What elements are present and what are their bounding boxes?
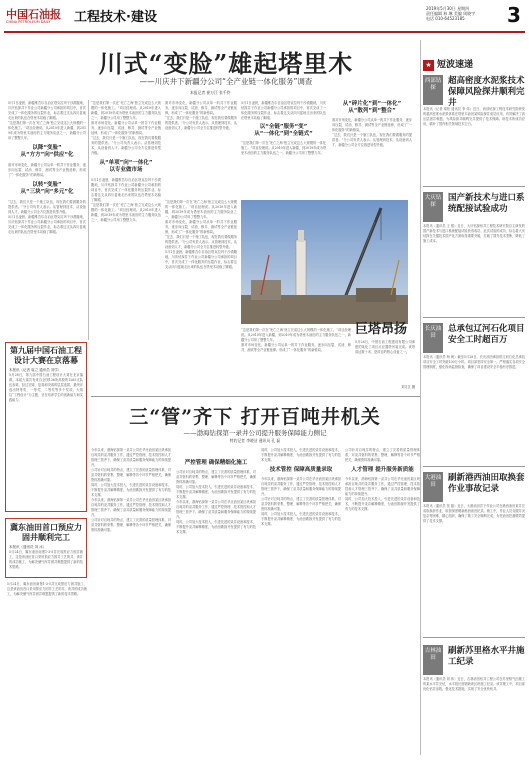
news-box-body-continued: 5月24日，冀东油田南堡1-3-5井完成预应力固井施工，这是该油田首口采用预应力固井工艺的井。该井的成功施工，为解决储气库井固井难题提供了新的技术思路。 (7, 582, 87, 596)
top-story-para: 5月1日凌晨，新疆维吾尔自治区塔克拉玛干沙漠腹地，川庆钻探井下作业公司新疆分公司承担的项目中，首次完成了一体化服务的压裂作业，标志着这支从四川盆地走出来的队伍在塔里木站稳了脚跟。 (8, 101, 86, 120)
news-box-body: 5月28日，第九届中国石油工程设计大赛在北京落幕。本届大赛共有来自全国136所高校的1265支队伍参赛，经过初赛、复赛和决赛的层层选拔，最终评选出特等奖、一等奖、二等奖等多个奖项。大赛以“工程设计”为主题，旨在培养学生的创新能力和实践能力。 (9, 373, 83, 402)
newspaper-logo-en: CHINA PETROLEUM DAILY (6, 20, 51, 24)
news-box-design-contest (5, 342, 87, 512)
bottom-story-subhead: 人才管理 提升服务新质能 (351, 467, 414, 473)
top-story-subhead: 以降“变脸” 从“方方”向“供应“化 (20, 145, 74, 158)
bottom-story-para: 同时，公司加大技术投入，引进先进的录井设备和技术，不断提升录井解释精度，为油田勘探开发提供了有力的技术支撑。 (176, 485, 256, 499)
short-news-header-label: 短波速递 (437, 60, 474, 70)
top-story-para: “过去，我们只是一个施工队伍，现在我们要做服务的提供者。”分公司负责人表示。从管理到技术，从设备到人才，新疆分公司全方位推进转型升级。 (91, 136, 161, 155)
bottom-story-para: 今年以来，渤海钻探第一录井公司在华北油田某区块承担百吨井的录井服务工作，通过严控管理、技术管控和人才管理三管齐下，确保了录井质量和服务保障能力的持续提升。 (261, 477, 341, 496)
top-story-para: 面对市场变化，新疆分公司从单一的井下作业服务，逐步向压裂、试油、修井、测试等全产业链延伸，形成了“一体化服务”的新格局。 (332, 118, 412, 132)
bottom-story-para: 同时，公司加大技术投入，引进先进的录井设备和技术，不断提升录井解释精度，为油田勘探开发提供了有力的技术支撑。 (345, 497, 420, 511)
top-story-para: 面对市场变化，新疆分公司从单一的井下作业服务，逐步向压裂、试油、修井、测试等全产业链延伸，形成了“一体化服务”的新格局。 (8, 163, 86, 177)
top-story-para: “这是我们第一次在‘死亡之海’独立完成这么大规模的一体化施工。”项目经理说。从2010年进入新疆，到2019年成为塔里木油田的主力服务队伍之一，新疆分公司用了整整九年。 (91, 203, 161, 222)
bottom-story-column-3 (261, 448, 341, 754)
photo-credit: 刘义江 摄 (401, 385, 415, 389)
short-news-body: 本报讯（通讯员 刘 伟）近日，吉林油田钻井工程公司在苏里格气田施工的某水平井完钻，水平段长度刷新该区块施工纪录。该井施工中，项目部优化钻井参数，强化技术措施，实现了安全优快钻井。 (423, 677, 525, 691)
short-news-tag (423, 323, 443, 353)
top-story-para: 5月1日凌晨，新疆维吾尔自治区塔克拉玛干沙漠腹地，川庆钻探井下作业公司新疆分公司承担的项目中，首次完成了一体化服务的压裂作业，标志着这支从四川盆地走出来的队伍在塔里木站稳了脚跟。 (8, 215, 86, 234)
top-story-para: 面对市场变化，新疆分公司从单一的井下作业服务，逐步向压裂、试油、修井、测试等全产业链延伸，形成了“一体化服务”的新格局。 (241, 343, 351, 352)
short-news-separator (423, 466, 525, 467)
bottom-story-para: 同时，公司加大技术投入，引进先进的录井设备和技术，不断提升录井解释精度，为油田勘探开发提供了有力的技术支撑。 (91, 483, 171, 497)
photo-caption-title: 巨塔昂扬 (355, 322, 408, 337)
short-news-title: 总承包辽河石化项目安全工时超百万 (448, 324, 525, 345)
top-story-column-3-lower (165, 200, 237, 390)
top-story-para: 面对市场变化，新疆分公司从单一的井下作业服务，逐步向压裂、试油、修井、测试等全产业链延伸，形成了“一体化服务”的新格局。 (165, 101, 237, 115)
bottom-story-para: 公司针对百吨井的特点，建立了完善的质量管理体系，对录井资料的采集、整理、解释等各个环节严格把关，确保资料准确可靠。 (91, 518, 171, 532)
newspaper-logo: 中国石油报 (6, 8, 61, 21)
short-news-tag-label: 大庆钻探 (424, 195, 442, 208)
top-story-byline: 本报记者 崔万江 张千伶 (190, 90, 231, 95)
bottom-story-para: 公司针对百吨井的特点，建立了完善的质量管理体系，对录井资料的采集、整理、解释等各个环节严格把关，确保资料准确可靠。 (345, 448, 420, 462)
top-story-para: “过去，我们只是一个施工队伍，现在我们要做服务的提供者。”分公司负责人表示。从管理到技术，从设备到人才，新疆分公司全方位推进转型升级。 (8, 200, 86, 214)
section-title: 工程技术·建设 (74, 10, 157, 25)
bottom-story-subhead: 技术管控 保障高质量录取 (269, 467, 333, 473)
bottom-story-column-1 (91, 448, 171, 754)
phone-line: 电话 010-64523185 (426, 16, 465, 22)
top-story-para: “这是我们第一次在‘死亡之海’独立完成这么大规模的一体化施工。”项目经理说。从2010年进入新疆，到2019年成为塔里木油田的主力服务队伍之一，新疆分公司用了整整九年。 (241, 328, 351, 342)
top-story-para: “过去，我们只是一个施工队伍，现在我们要做服务的提供者。”分公司负责人表示。从管理到技术，从设备到人才，新疆分公司全方位推进转型升级。 (165, 116, 237, 130)
short-news-tag (423, 75, 443, 105)
bottom-story-para: 今年以来，渤海钻探第一录井公司在华北油田某区块承担百吨井的录井服务工作，通过严控管理、技术管控和人才管理三管齐下，确保了录井质量和服务保障能力的持续提升。 (345, 477, 420, 496)
short-news-separator (423, 637, 525, 638)
issue-date: 2019年5月30日 星期四 (426, 6, 470, 11)
news-box-title: 第九届中国石油工程设计大赛在京落幕 (10, 346, 82, 365)
top-story-title: 川式“变脸”雄起塔里木 (98, 49, 354, 78)
bottom-story-byline: 特约记者 李晓洁 通讯员 孔 磊 (229, 438, 281, 443)
top-story-column-4 (241, 101, 326, 196)
top-story-para: 面对市场变化，新疆分公司从单一的井下作业服务，逐步向压裂、试油、修井、测试等全产业链延伸，形成了“一体化服务”的新格局。 (91, 121, 161, 135)
news-box-body: 5月24日，冀东油田南堡1-3-5井完成预应力固井施工，这是该油田首口采用预应力固井工艺的井。该井的成功施工，为解决储气库井固井难题提供了新的技术思路。 (9, 550, 83, 569)
crane-photo-illustration (241, 200, 408, 324)
bottom-story-subhead: 严控管理 确保精细化施工 (184, 460, 248, 466)
column-divider (420, 40, 421, 755)
top-story-column-4-lower (241, 328, 351, 390)
short-news-tag-label: 西部钻探 (424, 78, 442, 91)
news-box-byline: 本报讯（通讯员 刘 冰） (9, 545, 47, 549)
short-news-title: 国产新技术与进口系统配接试验成功 (448, 193, 525, 214)
short-news-tag-label: 吉林油田 (424, 648, 442, 661)
masthead (4, 3, 525, 33)
short-news-tag-label: 大港油田 (424, 475, 442, 488)
editor-line: 责任编辑 林 琳 美编 周晓宇 (426, 11, 476, 17)
bottom-story-title: 三“管”齐下 打开百吨井机关 (129, 406, 381, 428)
short-news-tag (423, 192, 443, 222)
bottom-story-column-2 (176, 448, 256, 754)
top-story-para: “这是我们第一次在‘死亡之海’独立完成这么大规模的一体化施工。”项目经理说。从2010年进入新疆，到2019年成为塔里木油田的主力服务队伍之一，新疆分公司用了整整九年。 (91, 101, 161, 120)
bottom-story-para: 公司针对百吨井的特点，建立了完善的质量管理体系，对录井资料的采集、整理、解释等各个环节严格把关，确保资料准确可靠。 (261, 497, 341, 511)
bottom-story-para: 今年以来，渤海钻探第一录井公司在华北油田某区块承担百吨井的录井服务工作，通过严控管理、技术管控和人才管理三管齐下，确保了录井质量和服务保障能力的持续提升。 (91, 498, 171, 517)
top-story-subhead: 以转“变脸” 从“三块”向“多元”化 (20, 182, 74, 195)
top-story-para: 5月1日凌晨，新疆维吾尔自治区塔克拉玛干沙漠腹地，川庆钻探井下作业公司新疆分公司承担的项目中，首次完成了一体化服务的压裂作业，标志着这支从四川盆地走出来的队伍在塔里木站稳了脚跟。 (91, 178, 161, 202)
top-story-subtitle: ——川庆井下新疆分公司“全产业链一体化服务”调查 (139, 77, 313, 86)
bottom-story-para: 公司针对百吨井的特点，建立了完善的质量管理体系，对录井资料的采集、整理、解释等各个环节严格把关，确保资料准确可靠。 (176, 470, 256, 484)
top-story-para: “这是我们第一次在‘死亡之海’独立完成这么大规模的一体化施工。”项目经理说。从2010年进入新疆，到2019年成为塔里木油田的主力服务队伍之一，新疆分公司用了整整九年。 (165, 200, 237, 219)
top-story-subhead: 从“碎片化”到“一体化” 从“散列”到“整合” (342, 101, 402, 114)
column-divider (88, 100, 89, 340)
section-divider (91, 396, 421, 397)
short-news-tag (423, 472, 443, 502)
top-story-subhead: 以“全链”服务“变” 从“一体化”到“全链式” (254, 124, 313, 137)
top-story-subhead: 从“单项”向“一体化” 以专业做市场 (99, 160, 153, 173)
short-news-body: 本报讯（通讯员 张 磊）近日，大港油田井下作业公司在港西油田某井完成取换套作业，取套深度刷新港西油田纪录。施工中，作业人员克服井况复杂等困难，精心组织，确保了施工安全顺利完成，为老油田挖潜增效提供了技术支撑。 (423, 504, 525, 523)
photo-caption-block (355, 318, 415, 393)
bottom-story-para: 同时，公司加大技术投入，引进先进的录井设备和技术，不断提升录井解释精度，为油田勘探开发提供了有力的技术支撑。 (176, 520, 256, 534)
short-news-separator (423, 317, 525, 318)
bottom-story-para: 同时，公司加大技术投入，引进先进的录井设备和技术，不断提升录井解释精度，为油田勘探开发提供了有力的技术支撑。 (261, 512, 341, 526)
short-news-body: 本报讯（通讯员 王 强）近日，大庆钻探钻井工程技术研究院自主研发的国产新技术与进口系统配接试验获得成功。此次试验的成功，标志着大庆钻探在关键技术国产化方面取得重要突破，打破了国外技术垄断，降低了施工成本。 (423, 224, 525, 243)
short-news-title: 超高密度水泥浆技术保障风险探井顺利完井 (448, 76, 525, 108)
news-photo (241, 200, 408, 324)
bottom-story-column-4 (345, 448, 420, 754)
news-box-byline: 本报讯（记者 崔立 通讯员 刘学） (9, 368, 62, 372)
top-story-para: “这是我们第一次在‘死亡之海’独立完成这么大规模的一体化施工。”项目经理说。从2010年进入新疆，到2019年成为塔里木油田的主力服务队伍之一，新疆分公司用了整整九年。 (8, 121, 86, 140)
short-news-header (423, 60, 523, 71)
bottom-story-para: 同时，公司加大技术投入，引进先进的录井设备和技术，不断提升录井解释精度，为油田勘探开发提供了有力的技术支撑。 (261, 448, 341, 462)
top-story-para: 面对市场变化，新疆分公司从单一的井下作业服务，逐步向压裂、试油、修井、测试等全产业链延伸，形成了“一体化服务”的新格局。 (165, 220, 237, 234)
short-news-tag-label: 长庆油田 (424, 326, 442, 339)
short-news-title: 刷新港西油田取换套作业事故记录 (448, 473, 525, 494)
top-story-para: 5月1日凌晨，新疆维吾尔自治区塔克拉玛干沙漠腹地，川庆钻探井下作业公司新疆分公司承担的项目中，首次完成了一体化服务的压裂作业，标志着这支从四川盆地走出来的队伍在塔里木站稳了脚跟。 (241, 101, 326, 120)
short-news-tag (423, 645, 443, 675)
short-news-separator (423, 186, 525, 187)
top-story-para: 5月1日凌晨，新疆维吾尔自治区塔克拉玛干沙漠腹地，川庆钻探井下作业公司新疆分公司承担的项目中，首次完成了一体化服务的压裂作业，标志着这支从四川盆地走出来的队伍在塔里木站稳了脚跟。 (165, 250, 237, 269)
short-news-body: 本报讯（记者 秦松 通讯员 李 伟）近日，西部钻探工程技术研究院研发的超高密度水泥浆体系在塔里木油田某风险探井成功应用，有效解决了高压层固井难题，为风险探井顺利完井提供了技术保障。该技术的成功应用，填补了国内相关领域技术空白。 (423, 107, 525, 126)
top-story-para: “这是我们第一次在‘死亡之海’独立完成这么大规模的一体化施工。”项目经理说。从2010年进入新疆，到2019年成为塔里木油田的主力服务队伍之一，新疆分公司用了整整九年。 (241, 141, 326, 155)
page-number: 3 (507, 3, 521, 27)
news-box-title: 冀东油田首口预应力固井顺利完工 (10, 523, 82, 542)
bottom-story-para: 今年以来，渤海钻探第一录井公司在华北油田某区块承担百吨井的录井服务工作，通过严控管理、技术管控和人才管理三管齐下，确保了录井质量和服务保障能力的持续提升。 (176, 500, 256, 519)
top-story-para: “过去，我们只是一个施工队伍，现在我们要做服务的提供者。”分公司负责人表示。从管理到技术，从设备到人才，新疆分公司全方位推进转型升级。 (165, 235, 237, 249)
news-box-cementing (5, 518, 87, 578)
bottom-story-subtitle: ——渤海钻探第一录井公司提升服务保障能力侧记 (183, 429, 327, 437)
photo-caption: 5月26日，中国石油工程建设有限公司承建的某化工项目反应器塔吊装完成。该塔高达数十米，是项目的核心设备之一。 (355, 340, 415, 354)
top-story-column-3 (165, 101, 237, 196)
bottom-story-para: 今年以来，渤海钻探第一录井公司在华北油田某区块承担百吨井的录井服务工作，通过严控管理、技术管控和人才管理三管齐下，确保了录井质量和服务保障能力的持续提升。 (91, 448, 171, 467)
short-news-title: 刷新苏里格水平井施工纪录 (448, 646, 525, 667)
star-icon: ★ (423, 60, 434, 71)
masthead-info (426, 6, 508, 22)
short-news-body: 本报讯（通讯员 杨 帆）截至5月28日，长庆油田承担的辽河石化总承包项目安全工时突破100万小时。项目部坚持安全第一，严格落实各项安全管理制度，强化现场监督检查，确保了项目建设安全平稳有序推进。 (423, 355, 525, 369)
top-story-column-1 (8, 101, 86, 339)
bottom-story-para: 公司针对百吨井的特点，建立了完善的质量管理体系，对录井资料的采集、整理、解释等各个环节严格把关，确保资料准确可靠。 (91, 468, 171, 482)
top-story-column-5 (332, 101, 412, 196)
top-story-para: “过去，我们只是一个施工队伍，现在我们要做服务的提供者。”分公司负责人表示。从管理到技术，从设备到人才，新疆分公司全方位推进转型升级。 (332, 133, 412, 147)
